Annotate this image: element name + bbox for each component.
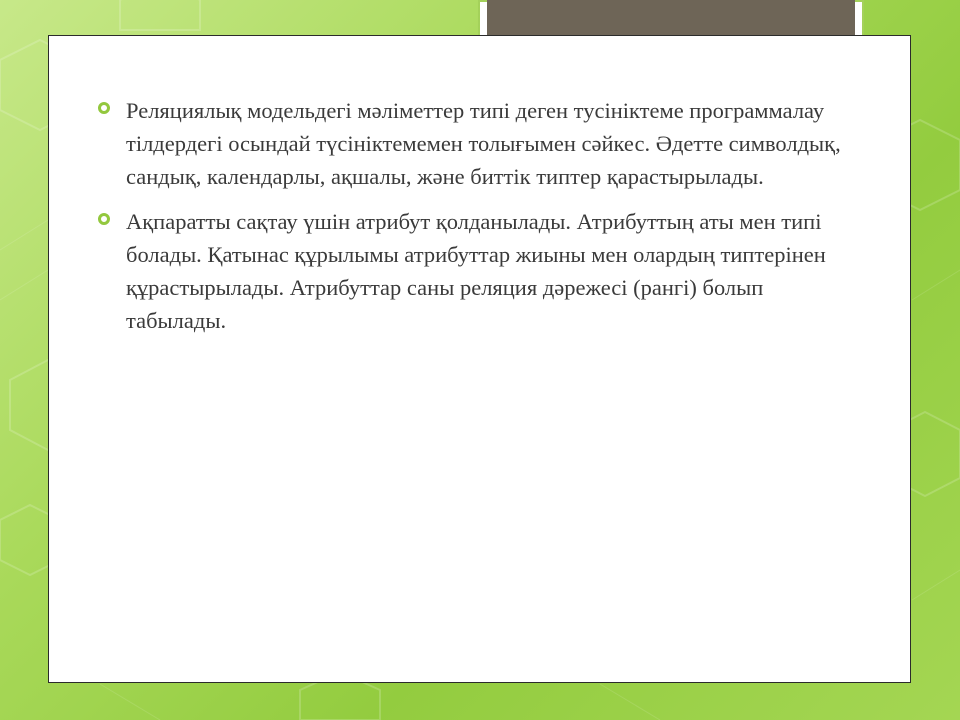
- bullet-item: [98, 205, 868, 337]
- ring-bullet-icon: [98, 213, 110, 225]
- bullet-list: [98, 94, 868, 349]
- bullet-item: [98, 94, 868, 193]
- bullet-text: Реляциялық модельдегі мәліметтер типі деген тусініктеме программалау тілдердегі осындай түсініктемемен толығымен сәйкес. Әдетте символдық, сандық, календарлы, ақшалы, және биттік типтер қарастырылады.: [126, 98, 841, 189]
- ring-bullet-icon: [98, 102, 110, 114]
- bullet-text: Ақпаратты сақтау үшін атрибут қолданылады. Атрибуттың аты мен типі болады. Қатынас құрылымы атрибуттар жиыны мен олардың типтерінен құрастырылады. Атрибуттар саны реляция дәрежесі (рангі) болып табылады.: [126, 209, 826, 333]
